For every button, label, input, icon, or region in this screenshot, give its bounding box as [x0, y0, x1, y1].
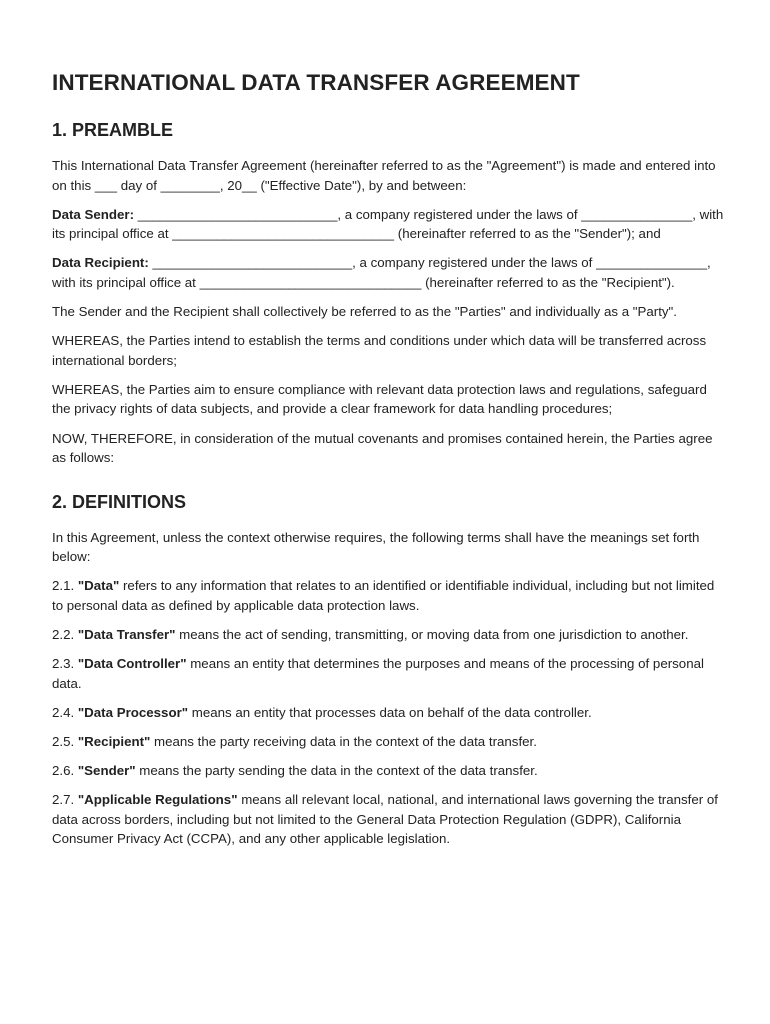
definition-number: 2.5. [52, 733, 78, 749]
definition-term: "Recipient" [77, 733, 151, 749]
preamble-intro: This International Data Transfer Agreement (hereinafter referred to as the "Agreement") is made and entered into on this ___ day of ________, 20__ ("Effective Date"), by and between: [52, 158, 716, 193]
definition-text: means the act of sending, transmitting, or moving data from one jurisdiction to another. [175, 627, 689, 643]
document-title: INTERNATIONAL DATA TRANSFER AGREEMENT [52, 70, 580, 95]
definition-text: means all relevant local, national, and international laws governing the transfer of data across borders, including but not limited to the General Data Protection Regulation (GDPR), California Consumer Privacy Act (CCPA), and any other applicable legislation. [52, 792, 718, 847]
definition-item [52, 625, 724, 645]
definition-number: 2.3. [52, 656, 78, 672]
section-heading-definitions: 2. DEFINITIONS [52, 491, 187, 512]
definition-text: means the party sending the data in the context of the data transfer. [135, 763, 538, 779]
definition-term: "Applicable Regulations" [77, 792, 238, 808]
definition-item [52, 732, 724, 752]
section-heading-preamble: 1. PREAMBLE [52, 120, 174, 140]
definition-number: 2.2. [52, 627, 78, 643]
definition-number: 2.7. [52, 792, 78, 808]
definition-number: 2.6. [52, 763, 78, 779]
data-sender-text: ___________________________, a company registered under the laws of _______________, with its principal office at ______________________________ (hereinafter referred to as the "Sender"); and [52, 206, 724, 242]
definition-text: refers to any information that relates to an identified or identifiable individual, including but not limited to personal data as defined by applicable data protection laws. [52, 578, 715, 613]
definition-number: 2.4. [52, 704, 78, 720]
data-recipient-label: Data Recipient: [52, 255, 149, 271]
document-body [52, 70, 724, 858]
data-recipient-paragraph [52, 253, 724, 292]
whereas-paragraph-2: WHEREAS, the Parties aim to ensure compliance with relevant data protection laws and regulations, safeguard the privacy rights of data subjects, and provide a clear framework for data handling procedures; [52, 381, 707, 417]
definition-item [52, 654, 724, 693]
data-sender-label: Data Sender: [52, 206, 135, 222]
definition-item [52, 790, 724, 849]
definitions-intro: In this Agreement, unless the context otherwise requires, the following terms shall have the meanings set forth below: [52, 529, 700, 565]
definition-text: means the party receiving data in the context of the data transfer. [150, 733, 537, 749]
now-therefore-paragraph: NOW, THEREFORE, in consideration of the mutual covenants and promises contained herein, the Parties agree as follows: [52, 430, 713, 466]
definition-term: "Data Transfer" [77, 627, 176, 643]
definition-text: means an entity that determines the purposes and means of the processing of personal data. [52, 656, 704, 691]
definition-term: "Sender" [77, 763, 136, 779]
data-sender-paragraph [52, 205, 724, 244]
definition-item [52, 576, 724, 615]
definition-term: "Data Processor" [77, 704, 189, 720]
definition-term: "Data Controller" [77, 656, 187, 672]
parties-paragraph: The Sender and the Recipient shall collectively be referred to as the "Parties" and individually as a "Party". [52, 304, 677, 320]
definition-item [52, 761, 724, 781]
definition-item [52, 703, 724, 723]
whereas-paragraph-1: WHEREAS, the Parties intend to establish the terms and conditions under which data will be transferred across international borders; [52, 333, 707, 368]
data-recipient-text: ___________________________, a company registered under the laws of _______________, with its principal office at ______________________________ (hereinafter referred to as the "Recipient"). [52, 255, 711, 290]
definition-term: "Data" [77, 578, 120, 594]
definition-text: means an entity that processes data on behalf of the data controller. [188, 704, 592, 720]
definition-number: 2.1. [52, 578, 78, 594]
